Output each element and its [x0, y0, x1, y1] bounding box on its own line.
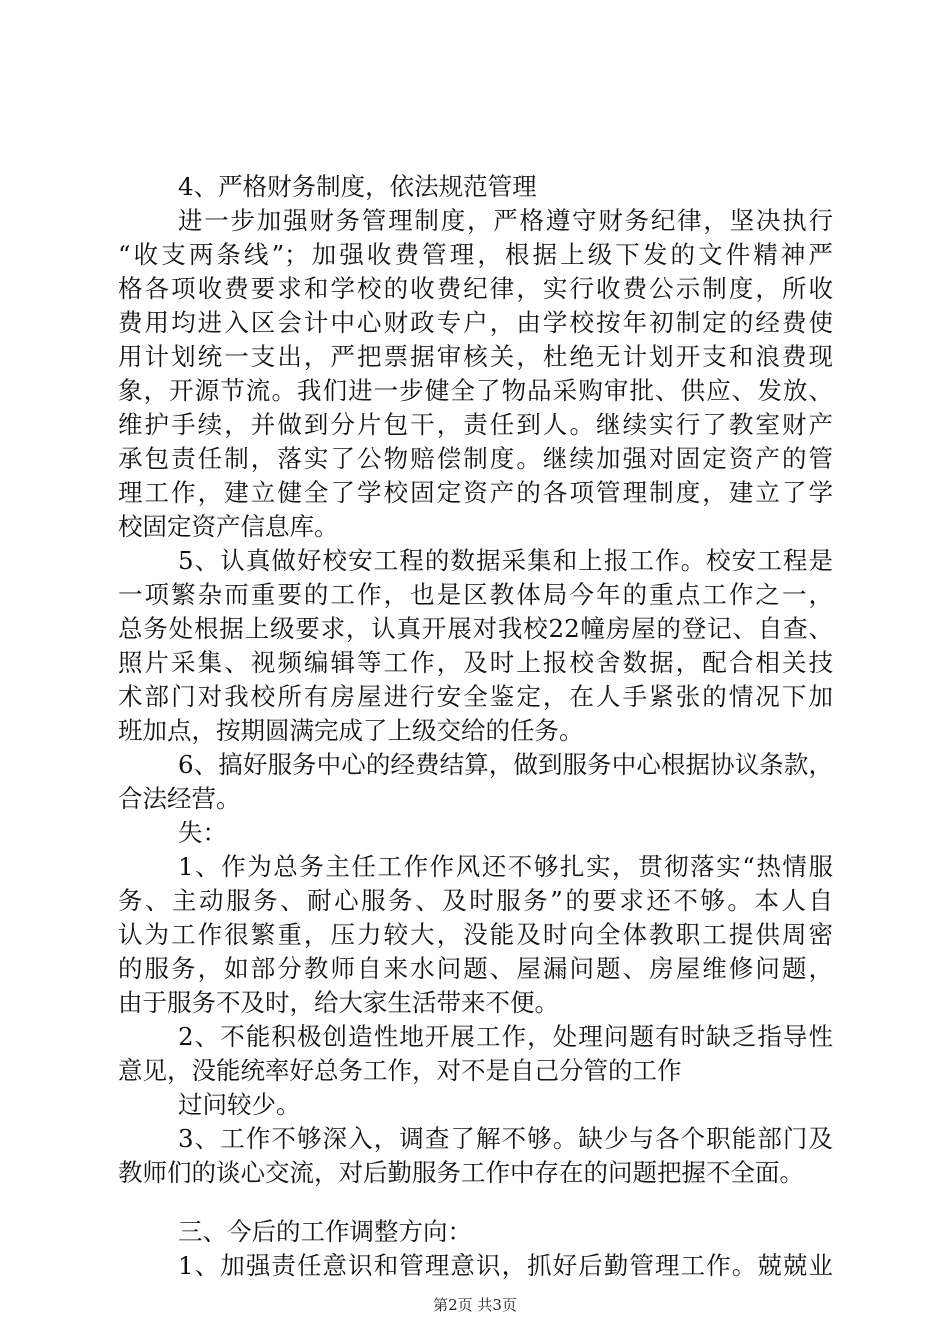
paragraph-line: 照片采集、视频编辑等工作，及时上报校舍数据，配合相关技	[118, 648, 833, 677]
paragraph-line: 6、搞好服务中心的经费结算，做到服务中心根据协议条款，	[178, 750, 833, 779]
paragraph-line: 一项繁杂而重要的工作，也是区教体局今年的重点工作之一，	[118, 580, 833, 609]
paragraph-line: 的服务，如部分教师自来水问题、屋漏问题、房屋维修问题，	[118, 954, 833, 983]
paragraph-line: 承包责任制，落实了公物赔偿制度。继续加强对固定资产的管	[118, 444, 833, 473]
paragraph-line: 务、主动服务、耐心服务、及时服务”的要求还不够。本人自	[118, 886, 833, 915]
paragraph-line: 格各项收费要求和学校的收费纪律，实行收费公示制度，所收	[118, 274, 833, 303]
paragraph-line: 5、认真做好校安工程的数据采集和上报工作。校安工程是	[178, 546, 833, 575]
paragraph-line: 术部门对我校所有房屋进行安全鉴定，在人手紧张的情况下加	[118, 682, 833, 711]
paragraph-line: 由于服务不及时，给大家生活带来不便。	[118, 988, 559, 1017]
paragraph-line: 进一步加强财务管理制度，严格遵守财务纪律，坚决执行	[178, 206, 833, 235]
paragraph-line: 总务处根据上级要求，认真开展对我校22幢房屋的登记、自查、	[118, 614, 833, 643]
paragraph-line: 2、不能积极创造性地开展工作，处理问题有时缺乏指导性	[178, 1022, 833, 1051]
paragraph-line: 过问较少。	[178, 1090, 301, 1119]
paragraph-line: 意见，没能统率好总务工作，对不是自己分管的工作	[118, 1056, 682, 1085]
paragraph-line: 用计划统一支出，严把票据审核关，杜绝无计划开支和浪费现	[118, 342, 833, 371]
paragraph-line: 理工作，建立健全了学校固定资产的各项管理制度，建立了学	[118, 478, 833, 507]
section-heading-future: 三、今后的工作调整方向：	[178, 1217, 472, 1246]
paragraph-line: 3、工作不够深入，调查了解不够。缺少与各个职能部门及	[178, 1124, 833, 1153]
heading-finance: 4、严格财务制度，依法规范管理	[178, 172, 537, 201]
paragraph-line: 1、加强责任意识和管理意识，抓好后勤管理工作。兢兢业	[178, 1251, 833, 1280]
paragraph-line: “收支两条线”；加强收费管理，根据上级下发的文件精神严	[118, 240, 833, 269]
paragraph-line: 校固定资产信息库。	[118, 512, 339, 541]
paragraph-line: 1、作为总务主任工作作风还不够扎实，贯彻落实“热情服	[178, 852, 833, 881]
paragraph-line: 合法经营。	[118, 784, 241, 813]
paragraph-line: 教师们的谈心交流，对后勤服务工作中存在的问题把握不全面。	[118, 1158, 804, 1187]
paragraph-line: 维护手续，并做到分片包干，责任到人。继续实行了教室财产	[118, 410, 833, 439]
page-number-footer: 第2页 共3页	[433, 1296, 517, 1314]
section-label-shortcomings: 失：	[178, 818, 227, 847]
paragraph-line: 认为工作很繁重，压力较大，没能及时向全体教职工提供周密	[118, 920, 833, 949]
paragraph-line: 象，开源节流。我们进一步健全了物品采购审批、供应、发放、	[118, 376, 833, 405]
paragraph-line: 班加点，按期圆满完成了上级交给的任务。	[118, 716, 584, 745]
paragraph-line: 费用均进入区会计中心财政专户，由学校按年初制定的经费使	[118, 308, 833, 337]
